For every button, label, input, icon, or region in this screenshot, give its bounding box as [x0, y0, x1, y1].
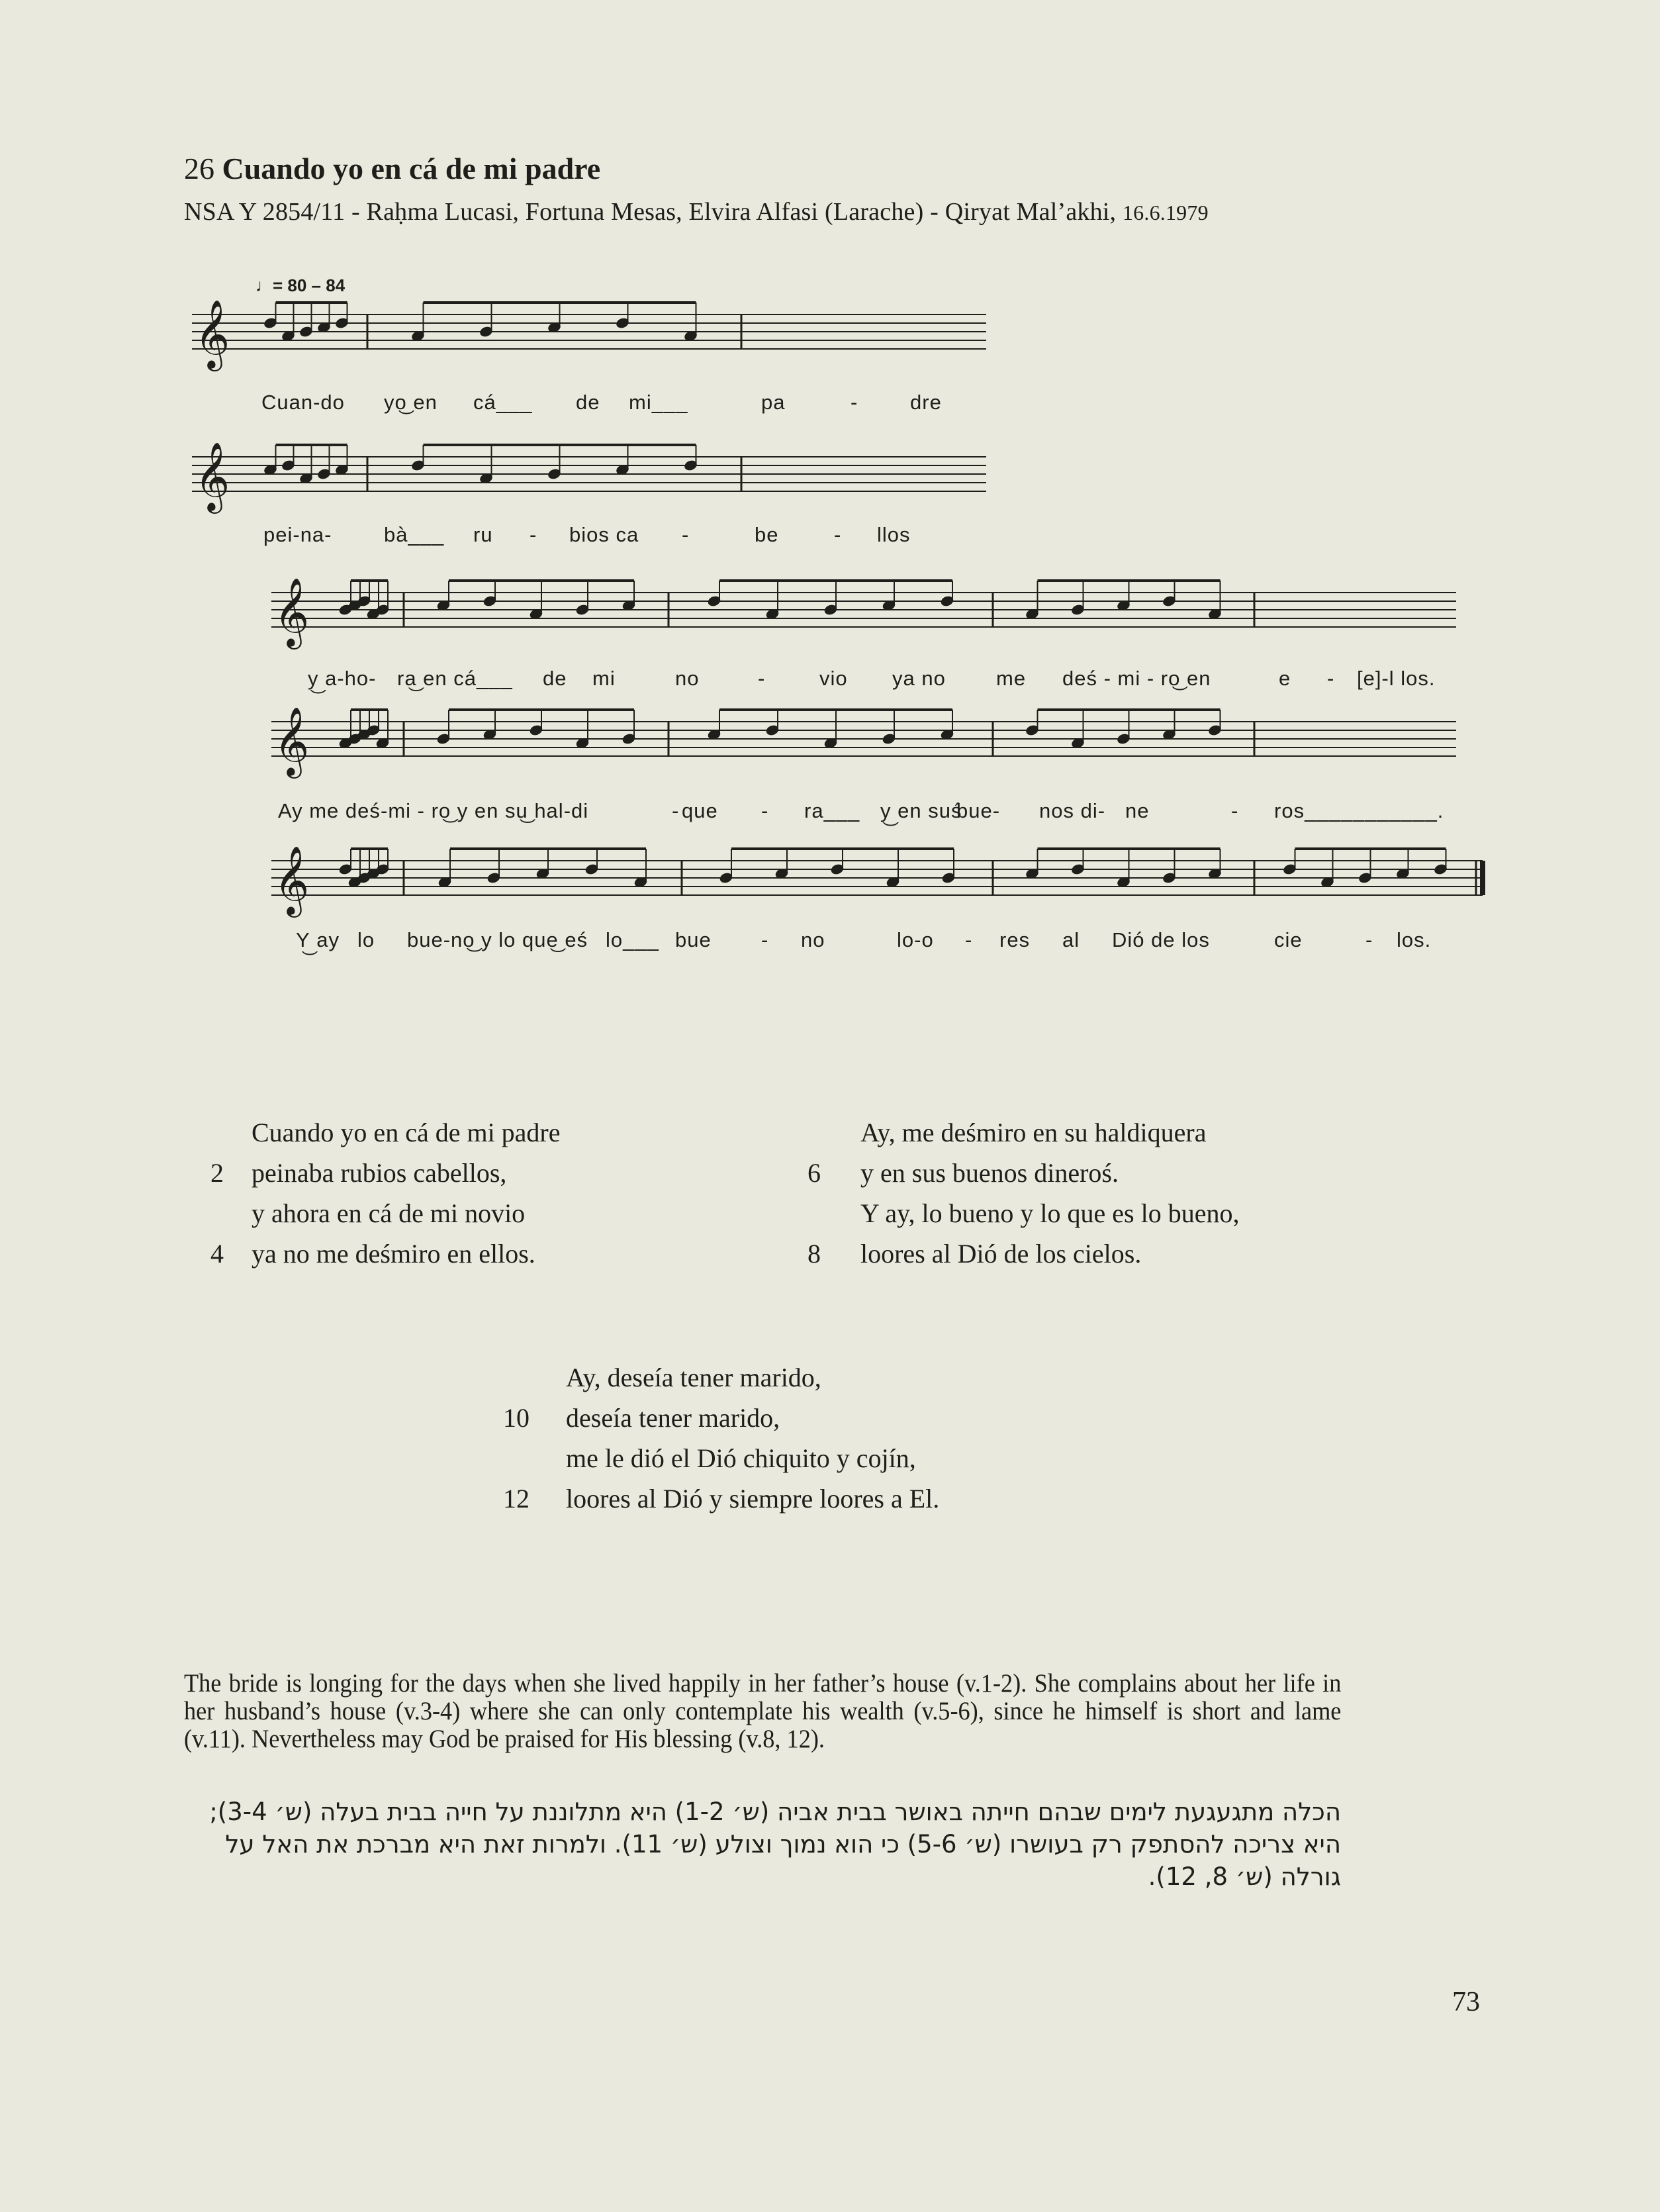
- lyric-syllable: dre: [910, 391, 942, 414]
- verse-line: [781, 1153, 1160, 1193]
- lyric-syllable: llos: [877, 523, 911, 546]
- verse-text: deseía tener marido,: [566, 1403, 780, 1433]
- lyric-syllable: bue-: [956, 799, 1001, 822]
- verse-number: 12: [503, 1484, 530, 1514]
- lyric-syllable: bue-no͜ y lo que͜ eś: [407, 928, 588, 951]
- lyric-syllable: que: [682, 799, 718, 822]
- lyric-syllable: lo: [357, 928, 375, 951]
- lyric-syllable: lo-o: [897, 928, 934, 951]
- lyric-syllable: -: [851, 391, 858, 414]
- lyric-syllable: -: [682, 523, 690, 546]
- lyric-syllable: vio: [819, 667, 848, 690]
- lyric-syllable: -: [1327, 667, 1335, 690]
- verse-number: 4: [210, 1239, 224, 1269]
- song-number: 26: [184, 152, 214, 185]
- lyric-syllable: bios ca: [569, 523, 639, 546]
- lyric-syllable: no: [675, 667, 700, 690]
- verse-text: Y ay, lo bueno y lo que es lo bueno,: [860, 1198, 1240, 1228]
- lyric-syllable: ra___: [804, 799, 860, 822]
- lyric-syllable: -: [761, 928, 769, 951]
- verse-text: loores al Dió y siempre loores a El.: [566, 1484, 940, 1514]
- lyric-syllable: yo͜ en: [384, 391, 438, 414]
- lyric-syllable: de: [576, 391, 600, 414]
- verse-line: [490, 1478, 940, 1519]
- lyric-syllable: deś - mi - ro͜ en: [1062, 667, 1211, 690]
- lyric-syllable: Dió de los: [1112, 928, 1210, 951]
- staff-system: [192, 301, 986, 371]
- lyric-syllable: -: [761, 799, 769, 822]
- verse-number: 6: [807, 1158, 821, 1188]
- lyric-syllable: mi___: [629, 391, 688, 414]
- treble-clef-icon: 𝄞: [274, 708, 310, 775]
- lyric-syllable: -: [758, 667, 766, 690]
- verse-line: [781, 1112, 1207, 1153]
- lyric-syllable: -: [530, 523, 537, 546]
- verses-right: [781, 1112, 1240, 1274]
- lyric-syllable: no: [801, 928, 825, 951]
- lyric-syllable: e: [1279, 667, 1291, 690]
- staff-system: [271, 579, 1456, 649]
- lyric-syllable: cá___: [473, 391, 533, 414]
- verse-line: [490, 1398, 863, 1438]
- lyric-syllable: mi: [592, 667, 616, 690]
- lyric-syllable: -: [1231, 799, 1239, 822]
- verse-number: 8: [807, 1239, 821, 1269]
- lyric-syllable: lo___: [606, 928, 659, 951]
- verse-text: ya no me deśmiro en ellos.: [252, 1239, 535, 1269]
- lyric-syllable: [e]-l los.: [1357, 667, 1436, 690]
- verse-text: y ahora en cá de mi novio: [252, 1198, 526, 1228]
- song-name: Cuando yo en cá de mi padre: [222, 152, 601, 185]
- lyric-syllable: pa: [761, 391, 786, 414]
- verse-line: [490, 1438, 916, 1478]
- treble-clef-icon: 𝄞: [195, 444, 230, 510]
- verse-line: [184, 1153, 507, 1193]
- lyric-syllable: ros___________.: [1274, 799, 1444, 822]
- lyric-syllable: y͜ a-ho-: [308, 667, 377, 690]
- lyric-syllable: ru: [473, 523, 493, 546]
- verse-text: peinaba rubios cabellos,: [252, 1158, 507, 1188]
- verse-number: 10: [503, 1403, 530, 1433]
- verse-line: [184, 1233, 535, 1274]
- staff-system: [271, 708, 1456, 779]
- verses-left: [184, 1112, 561, 1274]
- verse-text: y en sus buenos dineroś.: [860, 1158, 1119, 1188]
- verse-text: Ay, me deśmiro en su haldiquera: [860, 1118, 1207, 1147]
- lyrics: [261, 391, 1444, 955]
- verse-text: Cuando yo en cá de mi padre: [252, 1118, 561, 1147]
- lyric-syllable: los.: [1397, 928, 1432, 951]
- treble-clef-icon: 𝄞: [195, 301, 230, 367]
- verse-text: loores al Dió de los cielos.: [860, 1239, 1142, 1269]
- lyric-syllable: -: [965, 928, 973, 951]
- recording-date: 16.6.1979: [1122, 201, 1209, 224]
- lyric-syllable: de: [543, 667, 567, 690]
- lyric-syllable: res: [999, 928, 1031, 951]
- lyric-syllable: y͜ en suś: [880, 799, 962, 822]
- lyric-syllable: Cuan-do: [261, 391, 345, 414]
- tempo-marking: ♩= 80 – 84: [255, 275, 346, 295]
- source-text: NSA Y 2854/11 - Raḥma Lucasi, Fortuna Mesas, Elvira Alfasi (Larache) - Qiryat Mal’akhi,: [184, 198, 1117, 226]
- lyric-syllable: ya no: [892, 667, 946, 690]
- music-score: [0, 0, 1660, 993]
- treble-clef-icon: 𝄞: [274, 847, 310, 914]
- lyric-syllable: nos di-: [1039, 799, 1106, 822]
- lyric-syllable: ra͜ en cá___: [397, 667, 513, 690]
- lyric-syllable: -mi - ro͜ y en su͜ hal-di: [381, 799, 589, 822]
- lyric-syllable: Ay me deś: [278, 799, 381, 822]
- staff-system: [271, 847, 1483, 918]
- lyric-syllable: -: [672, 799, 680, 822]
- english-commentary: The bride is longing for the days when she lived happily in her father’s house (v.1-2). She complains about her life in her husband’s house (v.3-4) where she can only contemplate his wealth (v.5-6), since he himself is short and lame (v.11). Nevertheless may God be praised for His blessing (v.8, 12).: [184, 1669, 1342, 1753]
- verse-number: 2: [210, 1158, 224, 1188]
- verse-line: [184, 1193, 526, 1233]
- treble-clef-icon: 𝄞: [274, 579, 310, 646]
- lyric-syllable: be: [755, 523, 779, 546]
- verse-line: [490, 1357, 863, 1398]
- verse-line: [781, 1193, 1240, 1233]
- verse-line: [184, 1112, 561, 1153]
- lyric-syllable: ne: [1125, 799, 1150, 822]
- lyric-syllable: pei-na-: [263, 523, 332, 546]
- lyric-syllable: -: [1365, 928, 1373, 951]
- lyric-syllable: -: [834, 523, 842, 546]
- verse-text: me le dió el Dió chiquito y cojín,: [566, 1443, 916, 1473]
- lyric-syllable: bue: [675, 928, 712, 951]
- verses-center: [490, 1357, 940, 1519]
- hebrew-commentary: הכלה מתגעגעת לימים שבהם חייתה באושר בבית אביה (ש׳ 1-2) היא מתלוננת על חייה בבית בעלה (ש׳ 3-4); היא צריכה להסתפק רק בעושרו (ש׳ 5-6) כי הוא נמוך וצולע (ש׳ 11). ולמרות זאת היא מברכת את האל על גורלה (ש׳ 8, 12).: [209, 1798, 1341, 1891]
- lyric-syllable: Y͜ ay: [296, 928, 340, 951]
- staff-system: [192, 443, 986, 514]
- lyric-syllable: me: [996, 667, 1027, 690]
- lyric-syllable: cie: [1274, 928, 1303, 951]
- lyric-syllable: bà___: [384, 523, 445, 546]
- verse-text: Ay, deseía tener marido,: [566, 1363, 821, 1392]
- page-number: 73: [1452, 1987, 1480, 2017]
- verse-line: [781, 1233, 1160, 1274]
- lyric-syllable: al: [1062, 928, 1080, 951]
